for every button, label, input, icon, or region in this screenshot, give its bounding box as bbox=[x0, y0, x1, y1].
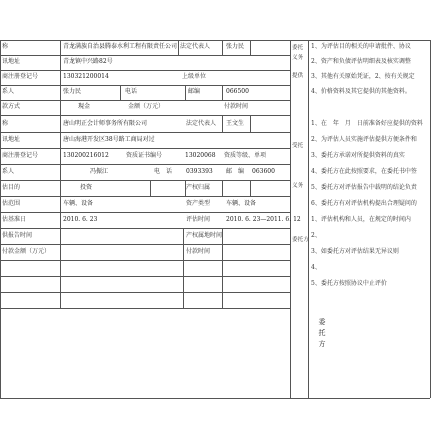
appraiser-name-label: 称 bbox=[2, 120, 9, 127]
grid-line bbox=[183, 228, 184, 308]
side-label-delegate-party: 委托方 bbox=[292, 237, 309, 243]
clause-c-item: 5、委托方按照协议中止评价 bbox=[311, 280, 387, 287]
appraiser-address-value: 唐山海港开发区38号路工商局对过 bbox=[63, 136, 155, 143]
scope-label: 估范围 bbox=[2, 200, 21, 207]
grid-line bbox=[250, 115, 251, 132]
grid-line bbox=[0, 132, 290, 133]
clause-a-item: 2、资产和负债评估明细表及核实调整 bbox=[311, 58, 411, 65]
clause-b-item: 4、委托方在此按照要求，在委托书中签 bbox=[311, 168, 417, 175]
appraiser-contact-value: 冯振江 bbox=[90, 168, 109, 175]
grid-line bbox=[0, 40, 290, 41]
grid-line bbox=[185, 85, 186, 100]
asset-type-value: 车辆、设备 bbox=[226, 200, 257, 207]
grid-line bbox=[222, 228, 223, 308]
grid-line bbox=[250, 180, 251, 196]
client-superior-label: 上级单位 bbox=[182, 73, 207, 80]
client-legal-rep-label: 法定代表人 bbox=[180, 43, 211, 50]
side-label-delegate: 委托 bbox=[292, 45, 304, 51]
grid-line bbox=[60, 115, 61, 164]
grid-line bbox=[0, 100, 290, 101]
fee-label: 付款金额（万元） bbox=[2, 248, 51, 255]
grid-line bbox=[120, 85, 121, 100]
client-name-label: 称 bbox=[2, 43, 9, 50]
grid-line bbox=[0, 180, 290, 181]
appraiser-phone-label: 电 话 bbox=[154, 168, 173, 175]
grid-line bbox=[0, 276, 290, 277]
grid-line bbox=[222, 85, 223, 100]
grid-line bbox=[222, 180, 223, 196]
appraiser-name-value: 唐山明正会计师事务所有限公司 bbox=[63, 120, 148, 127]
clause-a-item: 4、价格资料及其它提供的其他资料。 bbox=[311, 88, 411, 95]
appraiser-legal-rep-value: 王文生 bbox=[226, 120, 245, 127]
clause-c-item: 1、评估机构和人员，在规定的时间内 bbox=[311, 216, 411, 223]
grid-line bbox=[0, 260, 290, 261]
grid-line bbox=[60, 164, 61, 228]
clause-c-item: 4、 bbox=[311, 264, 321, 271]
purpose-label: 估目的 bbox=[2, 184, 21, 191]
period-value: 2010. 6. 23—2011. 6. 12 bbox=[226, 216, 301, 223]
grid-line bbox=[60, 70, 61, 115]
side-label-seal: 委托方 bbox=[318, 318, 326, 351]
grid-line bbox=[0, 115, 290, 116]
client-legal-rep-value: 张力民 bbox=[226, 43, 245, 50]
asset-type-label: 资产类型 bbox=[186, 200, 211, 207]
appraiser-cert-value: 13020068 bbox=[185, 152, 216, 159]
appraiser-postcode-label: 邮 编 bbox=[226, 168, 245, 175]
grid-line bbox=[0, 308, 290, 309]
grid-line bbox=[60, 228, 61, 308]
side-label-duty-b: 义务 bbox=[292, 183, 304, 189]
clause-a-item: 1、为评估目的相关的申请批件、协议 bbox=[311, 43, 411, 50]
clause-b-item: 5、委托方对评估报告中载明的结论负责 bbox=[311, 184, 417, 191]
grid-line bbox=[0, 398, 430, 399]
side-label-obligation: 受托 bbox=[292, 143, 304, 149]
grid-line bbox=[0, 164, 290, 165]
clause-c-item: 3、如委托方对评估结果无异议则 bbox=[311, 248, 399, 255]
base-date-value: 2010. 6. 23 bbox=[63, 216, 98, 223]
contract-table bbox=[0, 40, 430, 398]
client-pay-method-label: 款方式 bbox=[2, 103, 21, 110]
client-reg-no-label: 商注册登记号 bbox=[2, 73, 39, 80]
side-label-duties: 义务 bbox=[292, 55, 304, 61]
grid-line bbox=[150, 180, 151, 196]
fee-pay-time-label: 付款时间 bbox=[186, 248, 211, 255]
grid-line bbox=[0, 40, 1, 398]
clause-b-item: 1、在 年 月 日前准备好应提供的资料 bbox=[311, 120, 423, 127]
client-postcode-label: 邮编 bbox=[188, 88, 201, 95]
appraiser-legal-rep-label: 法定代表人 bbox=[186, 120, 217, 127]
grid-line bbox=[0, 70, 290, 71]
appraiser-cert-label: 资质证书编号 bbox=[126, 152, 163, 159]
grid-line bbox=[250, 40, 251, 55]
grid-line bbox=[0, 85, 290, 86]
grid-line bbox=[0, 148, 290, 149]
client-phone-label: 电话 bbox=[125, 88, 138, 95]
grid-line bbox=[0, 228, 290, 229]
client-reg-no-value: 130321200014 bbox=[63, 73, 109, 80]
grid-line bbox=[0, 196, 290, 197]
appraiser-postcode-value: 063600 bbox=[252, 168, 275, 175]
client-name-value: 青龙满族自治县腾泰水利工程有限责任公司 bbox=[63, 43, 178, 50]
client-postcode-value: 066500 bbox=[226, 88, 249, 95]
client-contact-value: 张力民 bbox=[63, 88, 82, 95]
grid-line bbox=[0, 212, 290, 213]
appraiser-cert-level-label: 资质等级、单项 bbox=[224, 152, 267, 159]
grid-line bbox=[60, 40, 61, 70]
ownership-label: 产权归属 bbox=[186, 184, 211, 191]
appraiser-reg-no-label: 商注册登记号 bbox=[2, 152, 39, 159]
grid-line bbox=[0, 244, 290, 245]
client-amount-label: 金额（万元） bbox=[128, 103, 165, 110]
client-address-value: 青龙镇中兴路82号 bbox=[63, 58, 113, 65]
clause-b-item: 2、为评估人员实施评估提供方便条件和 bbox=[311, 136, 417, 143]
appraiser-contact-label: 系人 bbox=[2, 168, 15, 175]
purpose-value: 投资 bbox=[80, 184, 93, 191]
side-label-notice: 提供 bbox=[292, 73, 304, 79]
client-pay-time-label: 付款时间 bbox=[224, 103, 249, 110]
appraiser-address-label: 讯地址 bbox=[2, 136, 21, 143]
scope-value: 车辆、设备 bbox=[63, 200, 94, 207]
appraiser-phone-value: 0393393 bbox=[186, 168, 213, 175]
clause-b-item: 6、委托方有对评估机构提出合理疑问的 bbox=[311, 200, 417, 207]
grid-line bbox=[222, 40, 223, 55]
base-date-label: 估基准日 bbox=[2, 216, 27, 223]
clause-b-item: 3、委托方承诺对所提供资料的真实 bbox=[311, 152, 405, 159]
observation-label: 产权属地时间 bbox=[186, 232, 223, 239]
clause-c-item: 2、 bbox=[311, 232, 321, 239]
report-time-label: 供报告时间 bbox=[2, 232, 33, 239]
grid-line bbox=[178, 40, 179, 55]
appraiser-reg-no-value: 130200216012 bbox=[63, 152, 109, 159]
grid-line bbox=[0, 292, 290, 293]
grid-line bbox=[290, 40, 430, 41]
client-address-label: 讯地址 bbox=[2, 58, 21, 65]
grid-line bbox=[0, 55, 290, 56]
grid-line bbox=[222, 115, 223, 132]
clause-a-item: 3、其他有关原始凭证，2、按有关规定 bbox=[311, 73, 415, 80]
client-pay-method-value: 現金 bbox=[78, 103, 91, 110]
grid-line bbox=[308, 40, 309, 398]
client-contact-label: 系人 bbox=[2, 88, 15, 95]
period-label: 评估时间 bbox=[186, 216, 211, 223]
